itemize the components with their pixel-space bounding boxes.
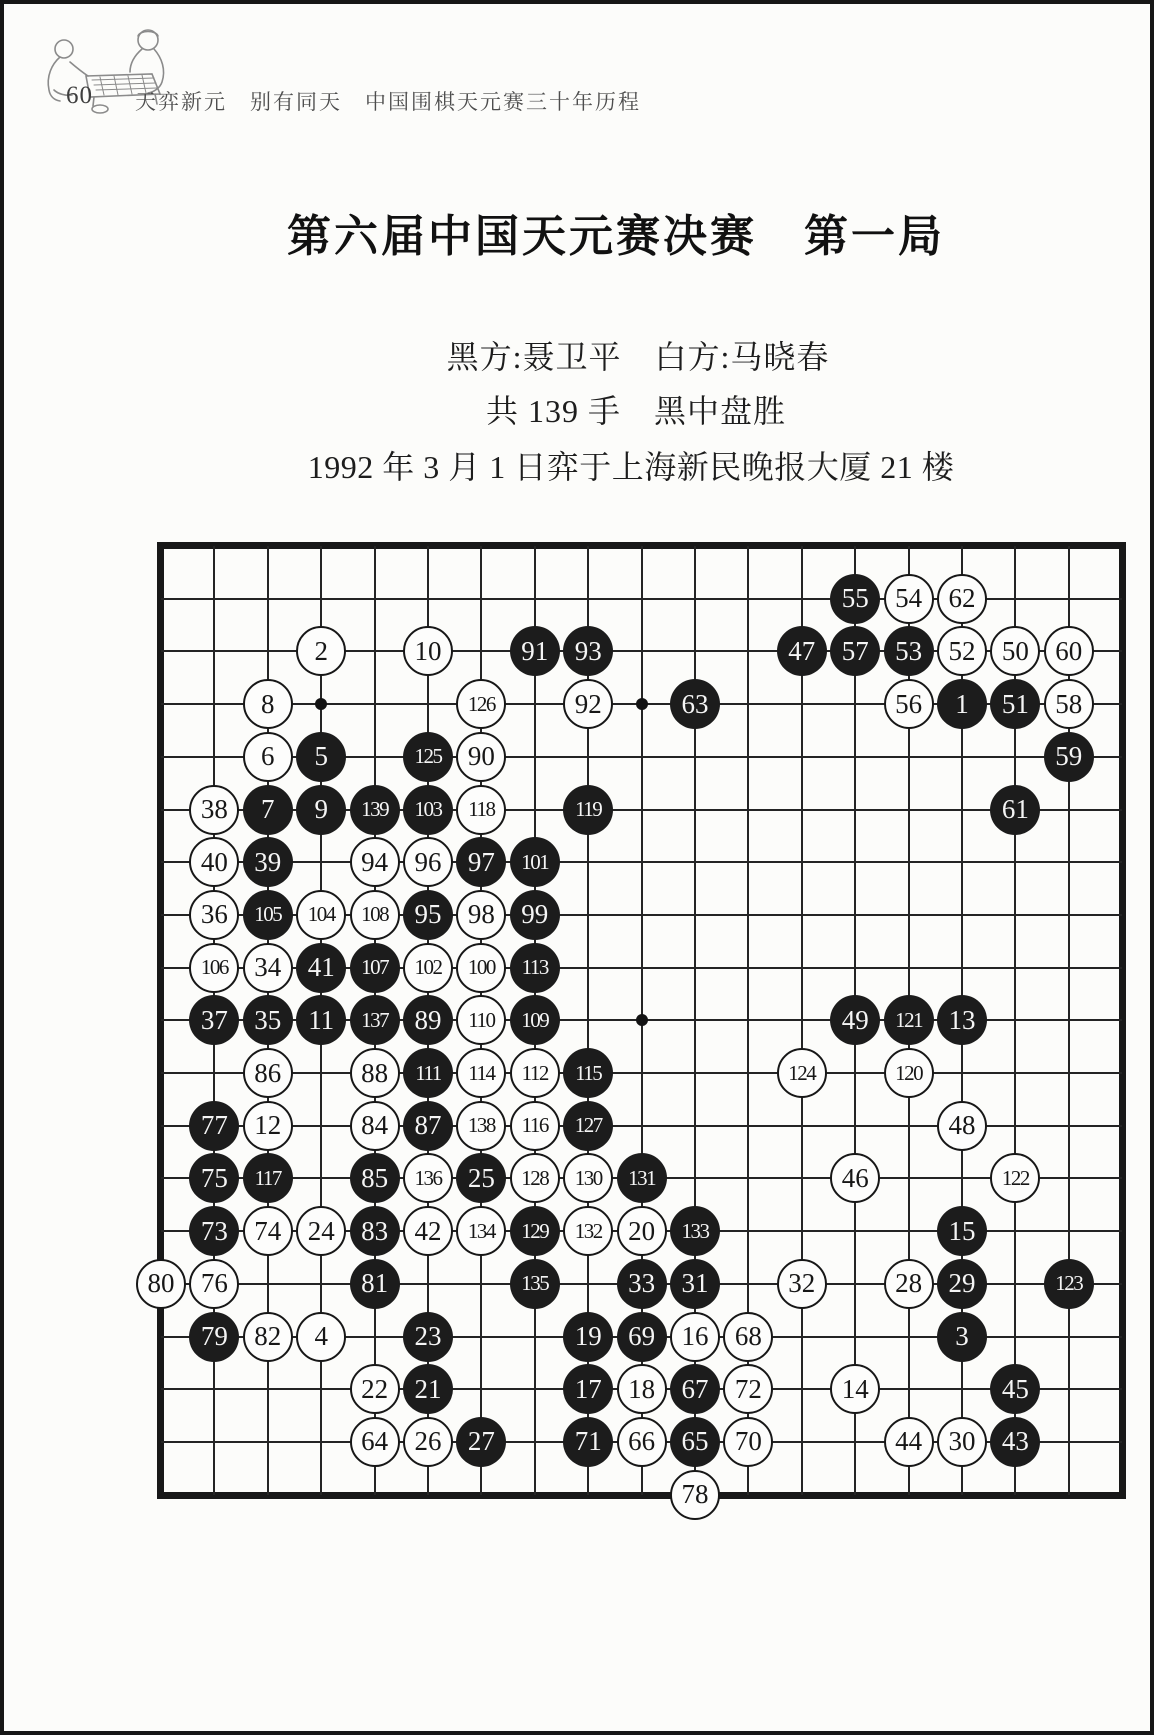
stone-white-38: 38 <box>189 785 239 835</box>
running-header: 天弈新元 别有同天 中国围棋天元赛三十年历程 <box>135 90 641 114</box>
game-title: 第六届中国天元赛决赛 第一局 <box>287 212 945 261</box>
players-line: 黑方:聂卫平 白方:马晓春 <box>446 339 830 375</box>
stone-white-80: 80 <box>136 1259 186 1309</box>
star-point <box>636 698 648 710</box>
stone-white-132: 132 <box>563 1206 613 1256</box>
stone-black-67: 67 <box>670 1364 720 1414</box>
stone-white-102: 102 <box>403 943 453 993</box>
stone-black-103: 103 <box>403 785 453 835</box>
star-point <box>636 1014 648 1026</box>
stone-white-100: 100 <box>456 943 506 993</box>
stone-white-4: 4 <box>296 1312 346 1362</box>
stone-white-124: 124 <box>777 1048 827 1098</box>
stone-white-22: 22 <box>350 1364 400 1414</box>
stone-black-43: 43 <box>990 1417 1040 1467</box>
stone-black-109: 109 <box>510 995 560 1045</box>
stone-black-75: 75 <box>189 1153 239 1203</box>
stone-black-23: 23 <box>403 1312 453 1362</box>
stone-black-3: 3 <box>937 1312 987 1362</box>
stone-black-33: 33 <box>617 1259 667 1309</box>
stone-white-58: 58 <box>1044 679 1094 729</box>
stone-white-8: 8 <box>243 679 293 729</box>
stone-black-51: 51 <box>990 679 1040 729</box>
stone-black-93: 93 <box>563 626 613 676</box>
stone-white-60: 60 <box>1044 626 1094 676</box>
stone-white-54: 54 <box>884 574 934 624</box>
stone-white-76: 76 <box>189 1259 239 1309</box>
stone-black-111: 111 <box>403 1048 453 1098</box>
stone-white-62: 62 <box>937 574 987 624</box>
stone-white-6: 6 <box>243 732 293 782</box>
stone-black-37: 37 <box>189 995 239 1045</box>
stone-white-30: 30 <box>937 1417 987 1467</box>
stone-black-5: 5 <box>296 732 346 782</box>
stone-black-133: 133 <box>670 1206 720 1256</box>
stone-white-128: 128 <box>510 1153 560 1203</box>
stone-black-81: 81 <box>350 1259 400 1309</box>
stone-black-39: 39 <box>243 837 293 887</box>
stone-white-106: 106 <box>189 943 239 993</box>
stone-black-31: 31 <box>670 1259 720 1309</box>
stone-white-84: 84 <box>350 1101 400 1151</box>
stone-black-117: 117 <box>243 1153 293 1203</box>
stone-white-88: 88 <box>350 1048 400 1098</box>
stone-white-70: 70 <box>723 1417 773 1467</box>
stone-black-59: 59 <box>1044 732 1094 782</box>
stone-white-66: 66 <box>617 1417 667 1467</box>
stone-white-126: 126 <box>456 679 506 729</box>
grid-line-h <box>161 1072 1122 1074</box>
stone-white-46: 46 <box>830 1153 880 1203</box>
stone-black-71: 71 <box>563 1417 613 1467</box>
stone-white-96: 96 <box>403 837 453 887</box>
stone-black-9: 9 <box>296 785 346 835</box>
stone-black-135: 135 <box>510 1259 560 1309</box>
stone-black-69: 69 <box>617 1312 667 1362</box>
stone-black-83: 83 <box>350 1206 400 1256</box>
stone-white-16: 16 <box>670 1312 720 1362</box>
stone-white-34: 34 <box>243 943 293 993</box>
stone-white-78: 78 <box>670 1470 720 1520</box>
stone-black-53: 53 <box>884 626 934 676</box>
stone-black-107: 107 <box>350 943 400 993</box>
stone-black-125: 125 <box>403 732 453 782</box>
stone-black-21: 21 <box>403 1364 453 1414</box>
stone-black-139: 139 <box>350 785 400 835</box>
stone-white-94: 94 <box>350 837 400 887</box>
stone-white-20: 20 <box>617 1206 667 1256</box>
stone-white-42: 42 <box>403 1206 453 1256</box>
stone-white-114: 114 <box>456 1048 506 1098</box>
stone-white-134: 134 <box>456 1206 506 1256</box>
stone-white-90: 90 <box>456 732 506 782</box>
stone-black-15: 15 <box>937 1206 987 1256</box>
stone-white-110: 110 <box>456 995 506 1045</box>
stone-black-105: 105 <box>243 890 293 940</box>
stone-white-26: 26 <box>403 1417 453 1467</box>
stone-black-49: 49 <box>830 995 880 1045</box>
stone-white-32: 32 <box>777 1259 827 1309</box>
stone-white-68: 68 <box>723 1312 773 1362</box>
stone-white-14: 14 <box>830 1364 880 1414</box>
stone-black-47: 47 <box>777 626 827 676</box>
stone-black-79: 79 <box>189 1312 239 1362</box>
stone-black-1: 1 <box>937 679 987 729</box>
date-line: 1992 年 3 月 1 日弈于上海新民晚报大厦 21 楼 <box>307 449 955 485</box>
stone-black-29: 29 <box>937 1259 987 1309</box>
stone-black-57: 57 <box>830 626 880 676</box>
stone-white-138: 138 <box>456 1101 506 1151</box>
stone-black-11: 11 <box>296 995 346 1045</box>
result-line: 共 139 手 黑中盘胜 <box>485 393 787 429</box>
stone-black-35: 35 <box>243 995 293 1045</box>
stone-black-129: 129 <box>510 1206 560 1256</box>
stone-black-127: 127 <box>563 1101 613 1151</box>
grid-line-h <box>161 861 1122 863</box>
stone-white-86: 86 <box>243 1048 293 1098</box>
stone-black-137: 137 <box>350 995 400 1045</box>
stone-black-85: 85 <box>350 1153 400 1203</box>
stone-black-27: 27 <box>456 1417 506 1467</box>
stone-white-98: 98 <box>456 890 506 940</box>
stone-white-24: 24 <box>296 1206 346 1256</box>
stone-white-118: 118 <box>456 785 506 835</box>
stone-white-136: 136 <box>403 1153 453 1203</box>
stone-black-65: 65 <box>670 1417 720 1467</box>
stone-white-130: 130 <box>563 1153 613 1203</box>
stone-white-122: 122 <box>990 1153 1040 1203</box>
stone-white-72: 72 <box>723 1364 773 1414</box>
stone-white-2: 2 <box>296 626 346 676</box>
stone-black-97: 97 <box>456 837 506 887</box>
stone-white-120: 120 <box>884 1048 934 1098</box>
stone-white-44: 44 <box>884 1417 934 1467</box>
stone-black-121: 121 <box>884 995 934 1045</box>
stone-black-91: 91 <box>510 626 560 676</box>
stone-black-87: 87 <box>403 1101 453 1151</box>
stone-white-40: 40 <box>189 837 239 887</box>
stone-black-7: 7 <box>243 785 293 835</box>
stone-black-119: 119 <box>563 785 613 835</box>
stone-white-82: 82 <box>243 1312 293 1362</box>
stone-black-13: 13 <box>937 995 987 1045</box>
stone-black-99: 99 <box>510 890 560 940</box>
stone-white-64: 64 <box>350 1417 400 1467</box>
stone-black-41: 41 <box>296 943 346 993</box>
stone-white-28: 28 <box>884 1259 934 1309</box>
stone-white-10: 10 <box>403 626 453 676</box>
stone-white-18: 18 <box>617 1364 667 1414</box>
stone-white-116: 116 <box>510 1101 560 1151</box>
stone-black-123: 123 <box>1044 1259 1094 1309</box>
stone-black-55: 55 <box>830 574 880 624</box>
stone-white-52: 52 <box>937 626 987 676</box>
stone-white-36: 36 <box>189 890 239 940</box>
stone-black-131: 131 <box>617 1153 667 1203</box>
stone-white-56: 56 <box>884 679 934 729</box>
stone-white-108: 108 <box>350 890 400 940</box>
stone-white-104: 104 <box>296 890 346 940</box>
stone-black-95: 95 <box>403 890 453 940</box>
stone-black-89: 89 <box>403 995 453 1045</box>
stone-black-113: 113 <box>510 943 560 993</box>
stone-black-19: 19 <box>563 1312 613 1362</box>
stone-black-77: 77 <box>189 1101 239 1151</box>
stone-black-73: 73 <box>189 1206 239 1256</box>
stone-black-25: 25 <box>456 1153 506 1203</box>
stone-white-92: 92 <box>563 679 613 729</box>
stone-black-61: 61 <box>990 785 1040 835</box>
stone-white-48: 48 <box>937 1101 987 1151</box>
stone-black-45: 45 <box>990 1364 1040 1414</box>
stone-black-63: 63 <box>670 679 720 729</box>
page-number: 60 <box>66 82 93 109</box>
stone-black-17: 17 <box>563 1364 613 1414</box>
stone-black-115: 115 <box>563 1048 613 1098</box>
stone-black-101: 101 <box>510 837 560 887</box>
stone-white-112: 112 <box>510 1048 560 1098</box>
stone-white-74: 74 <box>243 1206 293 1256</box>
stone-white-50: 50 <box>990 626 1040 676</box>
stone-white-12: 12 <box>243 1101 293 1151</box>
